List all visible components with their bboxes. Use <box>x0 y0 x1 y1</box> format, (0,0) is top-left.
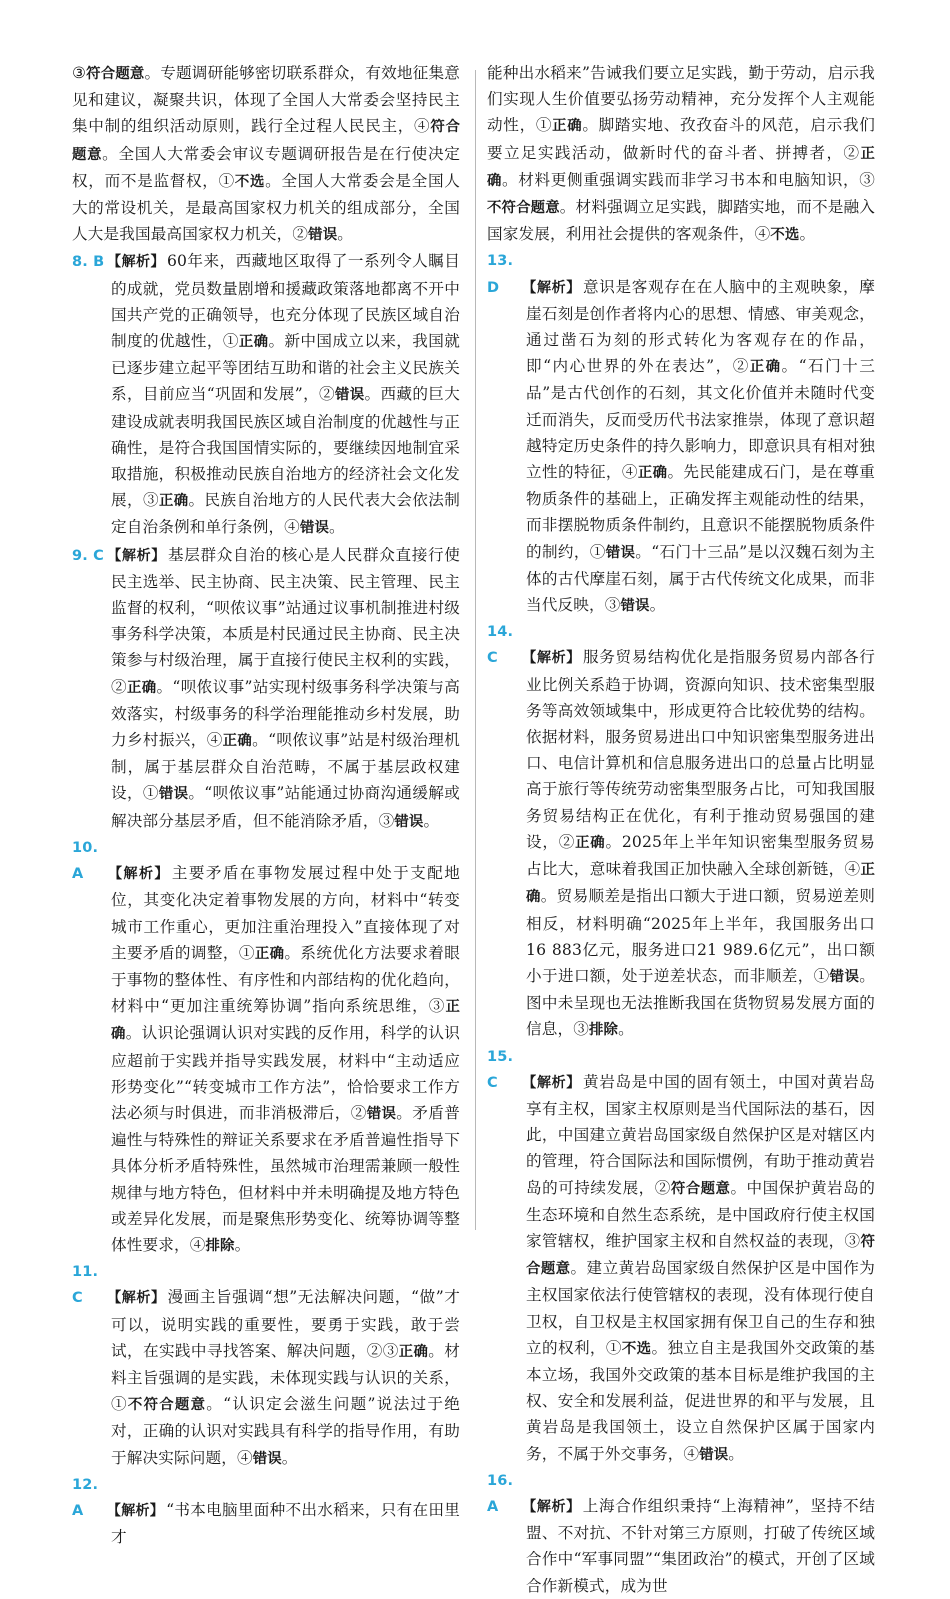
text-run: 。独立自主是我国外交政策的基本立场，我国外交政策的基本目标是维护我国的主权、安全和发展利益，促进世界的和平与发展，且黄岩岛是我国领土，设立自然保护区属于国家内务，不属于外交事务，④ <box>526 1338 875 1463</box>
verdict-label: 正确 <box>222 733 253 750</box>
verdict-label: 排除 <box>588 1022 619 1039</box>
text-run: 。“石门十三品”是古代创作的石刻，其文化价值并未随时代变迁而消失，反而受历代书法家推崇，体现了意识超越特定历史条件的持久影响力，即意识具有相对独立性的特征，④ <box>526 357 875 482</box>
text-run: 。贸易顺差是指出口额大于进口额，贸易逆差则相反，材料明确“2025年上半年，我国服务出口16 883亿元，服务进口21 989.6亿元”，出口额小于进口额，处于逆差状态，而非顺差，① <box>526 887 875 985</box>
text-run: 。“呗侬议事”站实现村级事务科学决策与高效落实，村级事务的科学治理能推动乡村发展，助力乡村振兴，④ <box>111 677 460 750</box>
text-run: 。“呗侬议事”站是村级治理机制，属于基层群众自治范畴，不属于基层政权建设，① <box>111 731 460 803</box>
analysis-tag: 【解析】 <box>106 1290 166 1307</box>
analysis-tag: 【解析】 <box>521 279 581 296</box>
q12-continuation <box>487 60 875 248</box>
q16-number: 16. A <box>487 1472 514 1515</box>
verdict-label: 不选 <box>770 227 800 244</box>
text-run: 。 <box>423 811 440 830</box>
verdict-label: 正确 <box>238 334 269 351</box>
analysis-tag: 【解析】 <box>521 1074 581 1091</box>
verdict-label: 正确 <box>575 834 606 851</box>
column-divider <box>475 70 476 1230</box>
verdict-label: 符合题意 <box>86 66 145 82</box>
text-run: 。 <box>234 1235 251 1254</box>
text-run: 漫画主旨强调“想”无法解决问题，“做”才可以，说明实践的重要性，要勇于实践，敢于尝试，在实践中寻找答案、解决问题，②③ <box>111 1288 460 1360</box>
verdict-label: 正确 <box>126 679 157 696</box>
verdict-label: 不选 <box>234 173 266 190</box>
text-run: 。 <box>329 518 345 537</box>
verdict-label: 排除 <box>205 1237 235 1254</box>
text-run: 。矛盾普遍性与特殊性的辩证关系要求在矛盾普遍性指导下具体分析矛盾特殊性，虽然城市治理需兼顾一般性规律与地方特色，但材料中并未明确提及地方特色或差异化发展，而是聚焦形势变化、统筹协调等整体性要求，④ <box>111 1103 460 1254</box>
verdict-label: 正确 <box>158 493 189 510</box>
text-run: 。材料主旨强调的是实践，未体现实践与认识的关系，① <box>111 1341 460 1414</box>
q15-explanation <box>487 1044 875 1468</box>
verdict-label: 错误 <box>308 227 338 244</box>
left-column <box>72 60 460 1550</box>
text-run: 。“呗侬议事”站能通过协商沟通缓解或解决部分基层矛盾，但不能消除矛盾，③ <box>111 784 460 830</box>
text-run: 。2025年上半年知识密集型服务贸易占比大，意味着我国正加快融入全球创新链，④ <box>526 832 875 879</box>
q15-number: 15. C <box>487 1048 514 1091</box>
q15-text <box>526 1073 875 1463</box>
text-run: 。民族自治地方的人民代表大会依法制定自治条例和单行条例，④ <box>111 491 460 537</box>
text-run: 。专题调研能够密切联系群众，有效地征集意见和建议，凝聚共识，体现了全国人大常委会坚持民主集中制的组织活动原则，践行全过程人民民主，④ <box>72 64 460 136</box>
verdict-label: 符合题意 <box>670 1180 731 1197</box>
text-run: 意识是客观存在在人脑中的主观映象，摩崖石刻是创作者将内心的思想、情感、审美观念，通过凿石为刻的形式转化为客观存在的作品，即“内心世界的外在表达”，② <box>526 277 875 376</box>
text-run: 基层群众自治的核心是人民群众直接行使民主选举、民主协商、民主决策、民主管理、民主监督的权利，“呗侬议事”站通过议事机制推进村级事务科学决策，本质是村民通过民主协商、民主决策参与村级治理，属于直接行使民主权利的实践，② <box>111 545 460 696</box>
text-run: 60年来，西藏地区取得了一系列令人瞩目的成就，党员数量剧增和援藏政策落地都离不开中国共产党的正确领导，也充分体现了民族区域自治制度的优越性，① <box>111 252 460 351</box>
verdict-label: 错误 <box>252 1450 282 1467</box>
text-run: 。建立黄岩岛国家级自然保护区是中国作为主权国家依法行使管辖权的表现，没有体现行使自卫权，自卫权是主权国家拥有保卫自己的生存和独立的权利，① <box>526 1259 875 1357</box>
analysis-tag: 【解析】 <box>521 650 581 667</box>
text-run: 。图中未呈现也无法推断我国在货物贸易发展方面的信息，③ <box>526 966 875 1039</box>
analysis-tag: 【解析】 <box>106 866 170 883</box>
text-run: “书本电脑里面种不出水稻来，只有在田里才 <box>111 1500 460 1547</box>
q11-explanation <box>72 1259 460 1472</box>
verdict-label: 错误 <box>829 968 860 985</box>
verdict-label: 正确 <box>254 945 285 962</box>
q9-text <box>111 546 460 830</box>
q12-explanation <box>72 1472 460 1551</box>
text-run: 。材料更侧重强调实践而非学习书本和电脑知识，③ <box>502 170 876 189</box>
analysis-tag: 【解析】 <box>106 254 165 271</box>
text-run: 。认识论强调认识对实践的反作用，科学的认识应超前于实践并指导实践发展，材料中“主动适应形势变化”“转变城市工作方法”，恰恰要求工作方法必须与时俱进，而非消极滞后，② <box>111 1024 460 1122</box>
text-run: 能种出水稻来”告诫我们要立足实践，勤于劳动，启示我们实现人生价值要弘扬劳动精神，充分发挥个人主观能动性，① <box>487 64 875 135</box>
verdict-label: 错误 <box>366 1105 397 1122</box>
verdict-label: 符合题意 <box>72 119 460 163</box>
q8-explanation <box>72 248 460 541</box>
verdict-label: 错误 <box>299 520 330 537</box>
q13-text <box>526 278 875 614</box>
text-run: ③ <box>72 64 87 82</box>
q9-explanation <box>72 542 460 835</box>
verdict-label: 错误 <box>158 786 189 803</box>
text-run: 黄岩岛是中国的固有领土，中国对黄岩岛享有主权，国家主权原则是当代国际法的基石，因此，中国建立黄岩岛国家级自然保护区是对辖区内的管理，符合国际法和国际惯例，有助于推动黄岩岛的可持续发展，② <box>526 1072 875 1197</box>
verdict-label: 错误 <box>620 598 650 615</box>
verdict-label: 错误 <box>335 387 365 404</box>
q10-text <box>111 864 460 1254</box>
analysis-tag: 【解析】 <box>106 1502 165 1519</box>
text-run: 主要矛盾在事物发展过程中处于支配地位，其变化决定着事物发展的方向，材料中“转变城市工作重心，更加注重治理投入”直接体现了对主要矛盾的调整，① <box>111 864 460 962</box>
text-run: 。脚踏实地、孜孜奋斗的风范，启示我们要立足实践活动，做新时代的奋斗者、拼搏者，② <box>487 116 875 162</box>
q13-explanation <box>487 248 875 619</box>
text-run: 服务贸易结构优化是指服务贸易内部各行业比例关系趋于协调，资源向知识、技术密集型服务等高效领域集中，形成更符合比较优势的结构。依据材料，服务贸易进出口中知识密集型服务进出口、电信计算机和信息服务进出口的总量占比明显高于旅行等传统劳动密集型服务占比，可知我国服务贸易结构正在优化，有利于推动贸易强国的建设，② <box>526 648 875 851</box>
q8-text <box>111 252 460 536</box>
verdict-label: 错误 <box>699 1446 729 1463</box>
q11-text <box>111 1288 460 1466</box>
text-run: 。全国人大常委会是全国人大的常设机关，是最高国家权力机关的组成部分，全国人大是我国最高国家权力机关，② <box>72 171 460 244</box>
text-run: 。 <box>649 596 666 615</box>
verdict-label: 错误 <box>394 813 424 830</box>
text-run: 。系统优化方法要求着眼于事物的整体性、有序性和内部结构的优化趋向，材料中“更加注重统筹协调”指向系统思维，③ <box>111 943 460 1016</box>
verdict-label: 正确 <box>487 145 875 189</box>
verdict-label: 不符合题意 <box>487 200 560 217</box>
text-run: 。“石门十三品”是以汉魏石刻为主体的古代摩崖石刻，属于古代传统文化成果，而非当代反映，③ <box>526 542 875 615</box>
q14-text <box>526 648 875 1038</box>
analysis-tag: 【解析】 <box>106 547 166 564</box>
text-run: 。 <box>618 1020 634 1039</box>
verdict-label: 符合题意 <box>526 1233 875 1278</box>
q9-number: 9. C <box>72 547 104 564</box>
text-run: 。新中国成立以来，我国就已逐步建立起平等团结互助和谐的社会主义民族关系，目前应当“巩固和发展”，② <box>111 332 460 404</box>
q12-number: 12. A <box>72 1476 99 1519</box>
verdict-label: 不选 <box>621 1340 652 1357</box>
text-run: 。 <box>799 225 816 244</box>
q10-number: 10. A <box>72 839 99 883</box>
verdict-label: 正确 <box>552 118 583 135</box>
text-run: 。中国保护黄岩岛的生态环境和自然生态系统，是中国政府行使主权国家管辖权，维护国家主权和自然权益的表现，③ <box>526 1178 875 1250</box>
verdict-label: 正确 <box>526 862 875 906</box>
q8-number: 8. B <box>72 254 105 271</box>
q10-explanation <box>72 835 460 1259</box>
right-column <box>487 60 875 1599</box>
text-run: 。全国人大常委会审议专题调研报告是在行使决定权，而不是监督权，① <box>72 144 460 190</box>
text-run: 上海合作组织秉持“上海精神”，坚持不结盟、不对抗、不针对第三方原则，打破了传统区域合作中“军事同盟”“集团政治”的模式，开创了区域合作新模式，成为世 <box>526 1496 875 1595</box>
text-run: 。材料强调立足实践，脚踏实地，而不是融入国家发展，利用社会提供的客观条件，④ <box>487 198 875 244</box>
text-run: 。“认识定会滋生问题”说法过于绝对，正确的认识对实践具有科学的指导作用，有助于解决实际问题，④ <box>111 1395 460 1467</box>
analysis-tag: 【解析】 <box>521 1498 581 1515</box>
q13-number: 13. D <box>487 253 514 296</box>
verdict-label: 正确 <box>398 1343 429 1360</box>
q16-explanation <box>487 1468 875 1599</box>
q7-continuation <box>72 60 460 248</box>
text-run: 。 <box>337 225 354 244</box>
q14-number: 14. C <box>487 624 514 667</box>
text-run: 。先民能建成石门，是在尊重物质条件的基础上，正确发挥主观能动性的结果，而非摆脱物质条件制约，且意识不能摆脱物质条件的制约，① <box>526 463 875 561</box>
q14-explanation <box>487 619 875 1043</box>
verdict-label: 不符合题意 <box>127 1397 207 1414</box>
text-run: 。 <box>281 1448 298 1467</box>
text-run: 。 <box>728 1444 745 1463</box>
verdict-label: 正确 <box>749 359 782 376</box>
q11-number: 11. C <box>72 1264 99 1307</box>
verdict-label: 错误 <box>605 544 636 561</box>
verdict-label: 正确 <box>637 465 668 482</box>
verdict-label: 正确 <box>111 999 460 1043</box>
text-run: 。西藏的巨大建设成就表明我国民族区域自治制度的优越性与正确性，是符合我国国情实际的，要继续因地制宜采取措施，积极推动民族自治地方的经济社会文化发展，③ <box>111 385 460 510</box>
